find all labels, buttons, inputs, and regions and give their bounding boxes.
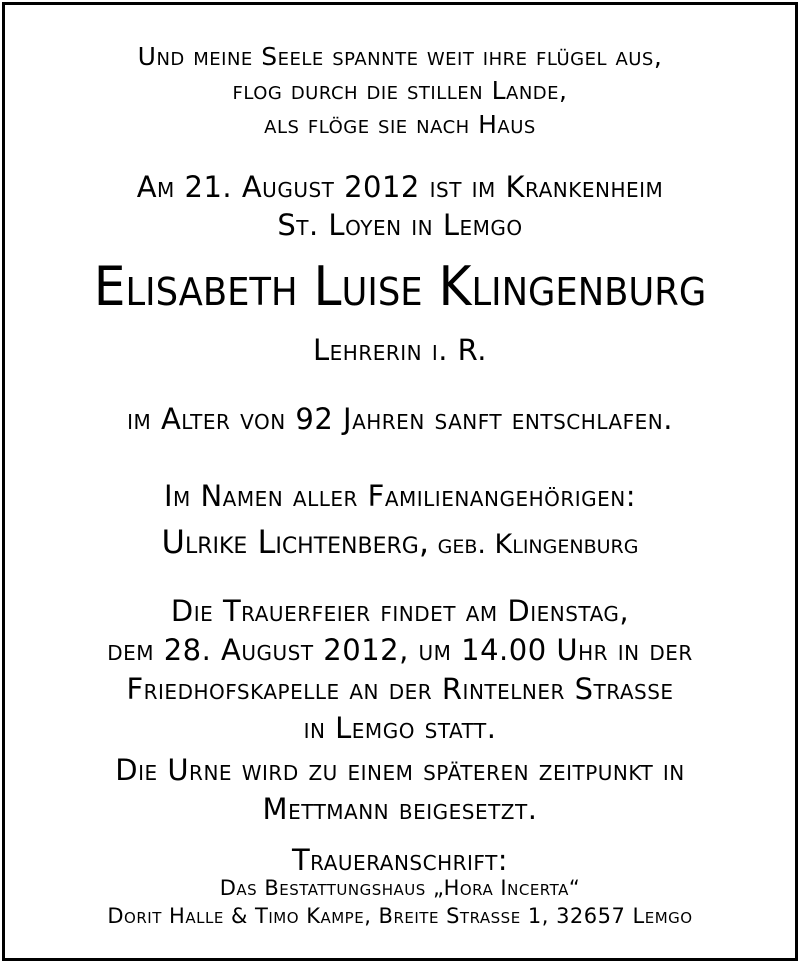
- signer-maiden-name: geb. Klingenburg: [429, 529, 639, 560]
- contact-line-1: Das Bestattungshaus „Hora Incerta“: [219, 876, 581, 900]
- urn-line-1: Die Urne wird zu einem späteren zeitpunkt in: [115, 753, 685, 787]
- contact-line-2: Dorit Halle & Timo Kampe, Breite Strasse 1, 32657 Lemgo: [107, 904, 693, 928]
- death-notice-line-1: Am 21. August 2012 ist im Krankenheim: [136, 170, 664, 204]
- deceased-title: Lehrerin i. R.: [312, 333, 487, 367]
- family-intro: Im Namen aller Familienangehörigen:: [163, 479, 637, 513]
- poem-line-3: als flöge sie nach Haus: [264, 110, 536, 139]
- funeral-line-2: dem 28. August 2012, um 14.00 Uhr in der: [107, 633, 693, 667]
- death-notice-line-2: St. Loyen in Lemgo: [277, 208, 523, 242]
- deceased-name: Elisabeth Luise Klingenburg: [93, 255, 707, 318]
- poem-line-2: flog durch die stillen Lande,: [232, 76, 568, 105]
- funeral-line-4: in Lemgo statt.: [303, 711, 497, 745]
- funeral-line-3: Friedhofskapelle an der Rintelner Strasse: [126, 672, 674, 706]
- signer-name: Ulrike Lichtenberg,: [161, 523, 430, 561]
- family-signer: [0, 523, 800, 561]
- poem-line-1: Und meine Seele spannte weit ihre flügel aus,: [137, 42, 663, 71]
- age-line: im Alter von 92 Jahren sanft entschlafen.: [127, 402, 673, 436]
- urn-line-2: Mettmann beigesetzt.: [262, 792, 538, 826]
- contact-heading: Traueranschrift:: [291, 843, 509, 877]
- funeral-line-1: Die Trauerfeier findet am Dienstag,: [170, 594, 630, 628]
